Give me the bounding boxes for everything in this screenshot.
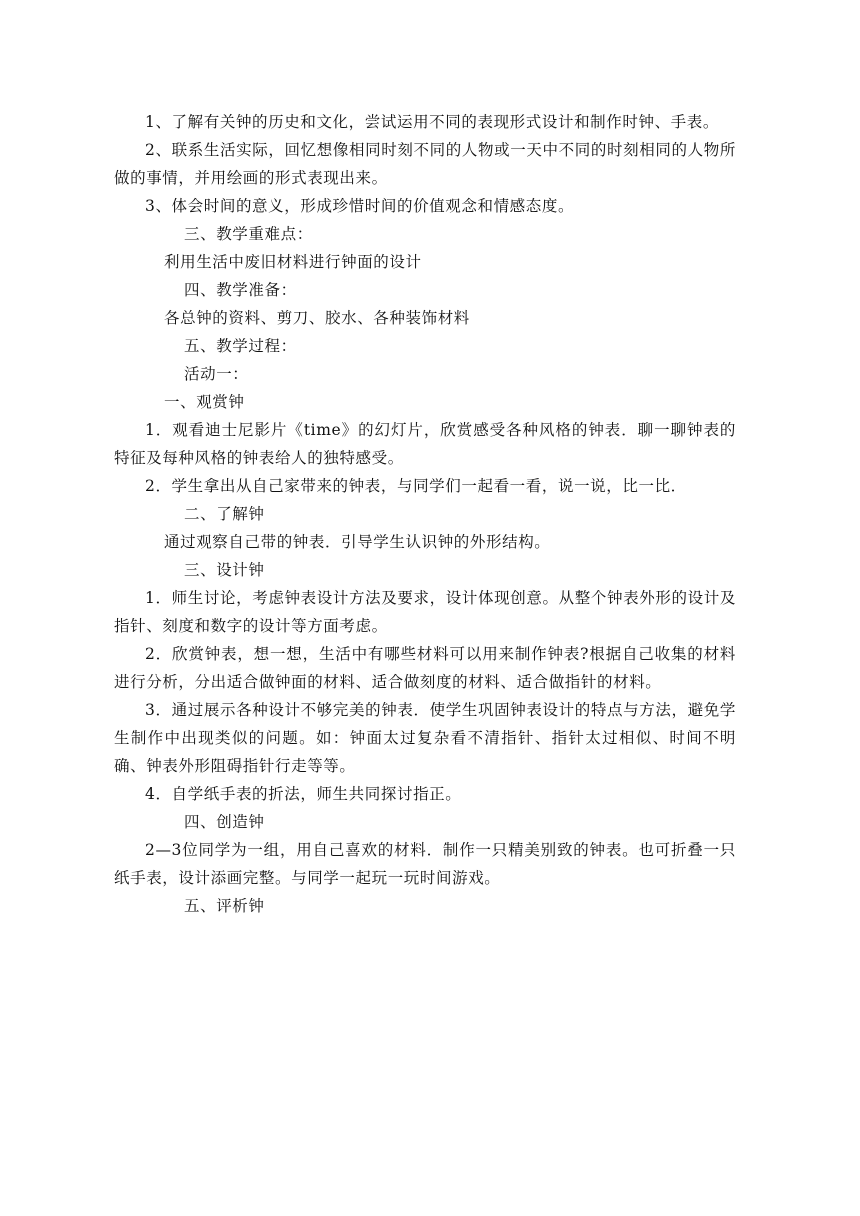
document-page — [114, 108, 736, 920]
activity-one-heading: 活动一： — [184, 365, 249, 383]
design-item-2: 2．欣赏钟表，想一想，生活中有哪些材料可以用来制作钟表?根据自己收集的材料进行分析，分出适合做钟面的材料、适合做刻度的材料、适合做指针的材料。 — [114, 645, 736, 691]
objective-1: 1、了解有关钟的历史和文化，尝试运用不同的表现形式设计和制作时钟、手表。 — [145, 113, 719, 131]
step-heading-appreciate: 一、观赏钟 — [164, 393, 245, 411]
objective-3: 3、体会时间的意义，形成珍惜时间的价值观念和情感态度。 — [145, 197, 575, 215]
step-heading-understand: 二、了解钟 — [184, 505, 265, 523]
appreciate-item-1: 1．观看迪士尼影片《time》的幻灯片，欣赏感受各种风格的钟表．聊一聊钟表的特征及每种风格的钟表给人的独特感受。 — [114, 421, 736, 467]
section-heading-process: 五、教学过程： — [184, 337, 297, 355]
understand-text: 通过观察自己带的钟表．引导学生认识钟的外形结构。 — [164, 533, 551, 551]
create-text: 2—3位同学为一组，用自己喜欢的材料．制作一只精美别致的钟表。也可折叠一只纸手表，设计添画完整。与同学一起玩一玩时间游戏。 — [114, 841, 736, 887]
key-points-text: 利用生活中废旧材料进行钟面的设计 — [164, 253, 422, 271]
step-heading-design: 三、设计钟 — [184, 561, 265, 579]
section-heading-preparation: 四、教学准备： — [184, 281, 297, 299]
design-item-3: 3．通过展示各种设计不够完美的钟表．使学生巩固钟表设计的特点与方法，避免学生制作中出现类似的问题。如：钟面太过复杂看不清指针、指针太过相似、时间不明确、钟表外形阻碍指针行走等等。 — [114, 701, 736, 775]
design-item-4: 4．自学纸手表的折法，师生共同探讨指正。 — [145, 785, 462, 803]
step-heading-evaluate: 五、评析钟 — [184, 897, 265, 915]
appreciate-item-2: 2．学生拿出从自己家带来的钟表，与同学们一起看一看，说一说，比一比． — [145, 477, 687, 495]
preparation-text: 各总钟的资料、剪刀、胶水、各种装饰材料 — [164, 309, 470, 327]
step-heading-create: 四、创造钟 — [184, 813, 265, 831]
design-item-1: 1．师生讨论，考虑钟表设计方法及要求，设计体现创意。从整个钟表外形的设计及指针、刻度和数字的设计等方面考虑。 — [114, 589, 736, 635]
objective-2: 2、联系生活实际，回忆想像相同时刻不同的人物或一天中不同的时刻相同的人物所做的事情，并用绘画的形式表现出来。 — [114, 141, 736, 187]
section-heading-key-points: 三、教学重难点： — [184, 225, 313, 243]
